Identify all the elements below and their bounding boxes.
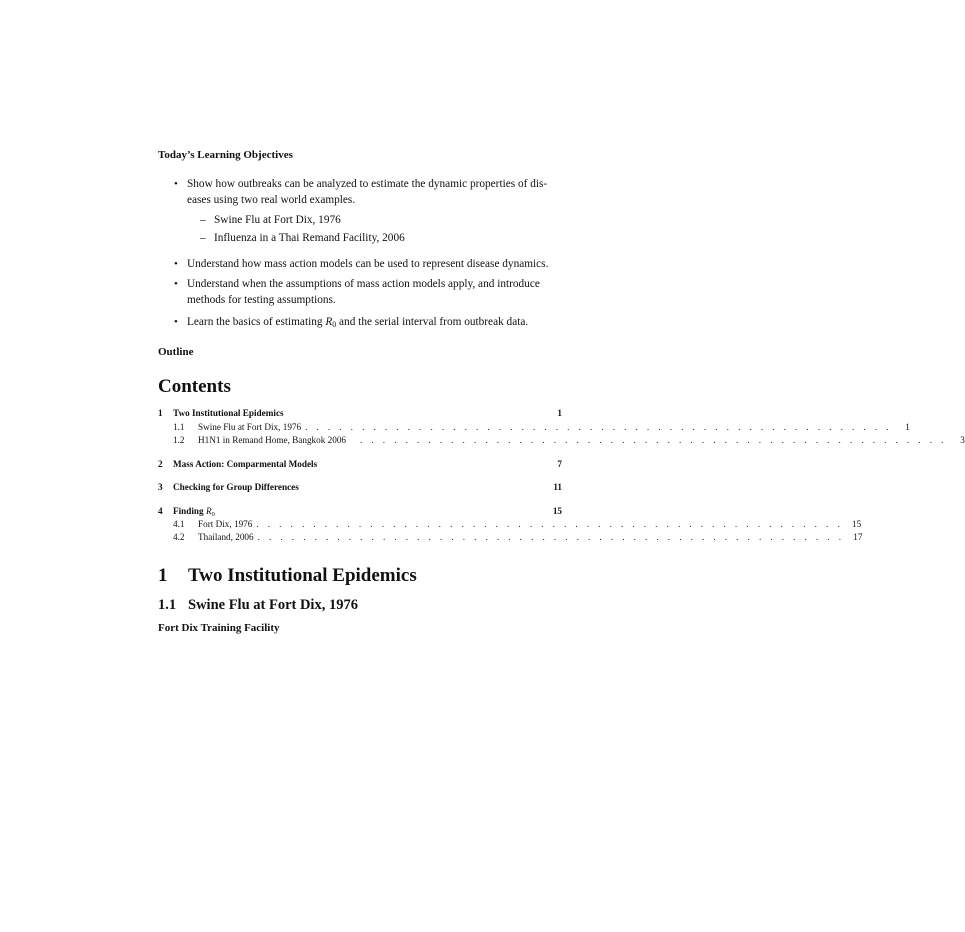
section-number: 1: [158, 565, 168, 586]
sub-objective-text: Swine Flu at Fort Dix, 1976: [214, 214, 341, 226]
toc-number: 4: [158, 506, 163, 516]
bullet-icon: •: [174, 278, 178, 290]
contents-title: Contents: [158, 376, 231, 397]
r0-symbol: [206, 506, 215, 516]
objective-line: Show how outbreaks can be analyzed to estimate the dynamic properties of dis-: [187, 178, 548, 190]
dash-icon: –: [200, 214, 206, 226]
section-title: Two Institutional Epidemics: [188, 565, 417, 586]
toc-title: Thailand, 2006: [198, 532, 254, 542]
toc-leader-dots: . . . . . . . . . . . . . . . . . . . . . . . . . . . . . . . . . . . . . . . . . . . . . . . . . . . .: [257, 532, 845, 542]
toc-leader-dots: . . . . . . . . . . . . . . . . . . . . . . . . . . . . . . . . . . . . . . . . . . . . . . . . . . . .: [360, 435, 947, 445]
objective-line: Understand when the assumptions of mass action models apply, and introduce: [187, 278, 540, 290]
toc-title: H1N1 in Remand Home, Bangkok 2006: [198, 435, 347, 445]
toc-section-2[interactable]: [158, 458, 562, 470]
subsection-title: Swine Flu at Fort Dix, 1976: [188, 597, 358, 613]
r0-subscript: 0: [332, 320, 337, 329]
subsection-number: 1.1: [158, 597, 177, 613]
outline-heading: Outline: [158, 346, 194, 358]
toc-number: 1.1: [173, 422, 185, 432]
paragraph-heading: Fort Dix Training Facility: [158, 622, 280, 634]
toc-title-text: Finding: [173, 506, 204, 516]
objective-line: methods for testing assumptions.: [187, 294, 336, 306]
toc-subsection-4-1[interactable]: [158, 518, 862, 530]
toc-leader-dots: . . . . . . . . . . . . . . . . . . . . . . . . . . . . . . . . . . . . . . . . . . . . . . . . . . . .: [305, 422, 892, 432]
dash-icon: –: [200, 232, 206, 244]
document-page: [158, 0, 965, 932]
sub-objective-text: Influenza in a Thai Remand Facility, 2006: [214, 232, 405, 244]
toc-page-number: 1: [905, 422, 910, 432]
section-heading: [158, 565, 417, 587]
objective-text: [187, 276, 562, 308]
toc-page-number: 1: [557, 408, 562, 418]
objective-line: eases using two real world examples.: [187, 194, 356, 206]
toc-page-number: 11: [553, 482, 562, 492]
r0-letter: R: [205, 506, 212, 516]
bullet-icon: •: [174, 258, 178, 270]
toc-section-3[interactable]: [158, 481, 562, 493]
toc-title: Two Institutional Epidemics: [173, 408, 284, 418]
toc-number: 1: [158, 408, 163, 418]
objective-text: [187, 314, 562, 333]
toc-title: Mass Action: Comparmental Models: [173, 459, 318, 469]
toc-section-4[interactable]: [158, 505, 562, 517]
toc-title: Swine Flu at Fort Dix, 1976: [198, 422, 302, 432]
toc-page-number: 15: [851, 519, 862, 529]
toc-number: 4.2: [173, 532, 185, 542]
toc-page-number: 15: [552, 506, 562, 516]
toc-subsection-4-2[interactable]: [158, 531, 863, 543]
toc-number: 3: [158, 482, 163, 492]
toc-title: Checking for Group Differences: [173, 482, 299, 492]
toc-page-number: 3: [960, 435, 965, 445]
toc-section-1[interactable]: [158, 407, 562, 419]
objective-text: Understand how mass action models can be used to represent disease dynamics.: [187, 258, 549, 270]
toc-title: Fort Dix, 1976: [198, 519, 253, 529]
toc-leader-dots: . . . . . . . . . . . . . . . . . . . . . . . . . . . . . . . . . . . . . . . . . . . . . . . . . . . .: [256, 519, 844, 529]
objective-text-part: and the serial interval from outbreak data.: [339, 316, 529, 328]
objectives-heading: Today’s Learning Objectives: [158, 149, 293, 161]
r0-letter: R: [325, 316, 333, 328]
toc-page-number: 17: [853, 532, 863, 542]
r0-subscript: 0: [211, 511, 215, 518]
bullet-icon: •: [174, 178, 178, 190]
toc-page-number: 7: [557, 459, 562, 469]
toc-number: 2: [158, 459, 163, 469]
bullet-icon: •: [174, 316, 178, 328]
toc-subsection-1-2[interactable]: [158, 434, 965, 446]
r0-symbol: [325, 316, 336, 328]
objective-text-part: Learn the basics of estimating: [187, 316, 323, 328]
toc-subsection-1-1[interactable]: [158, 421, 910, 433]
toc-number: 4.1: [173, 519, 185, 529]
objective-text: [187, 176, 562, 208]
toc-number: 1.2: [173, 435, 185, 445]
subsection-heading: [158, 597, 358, 614]
